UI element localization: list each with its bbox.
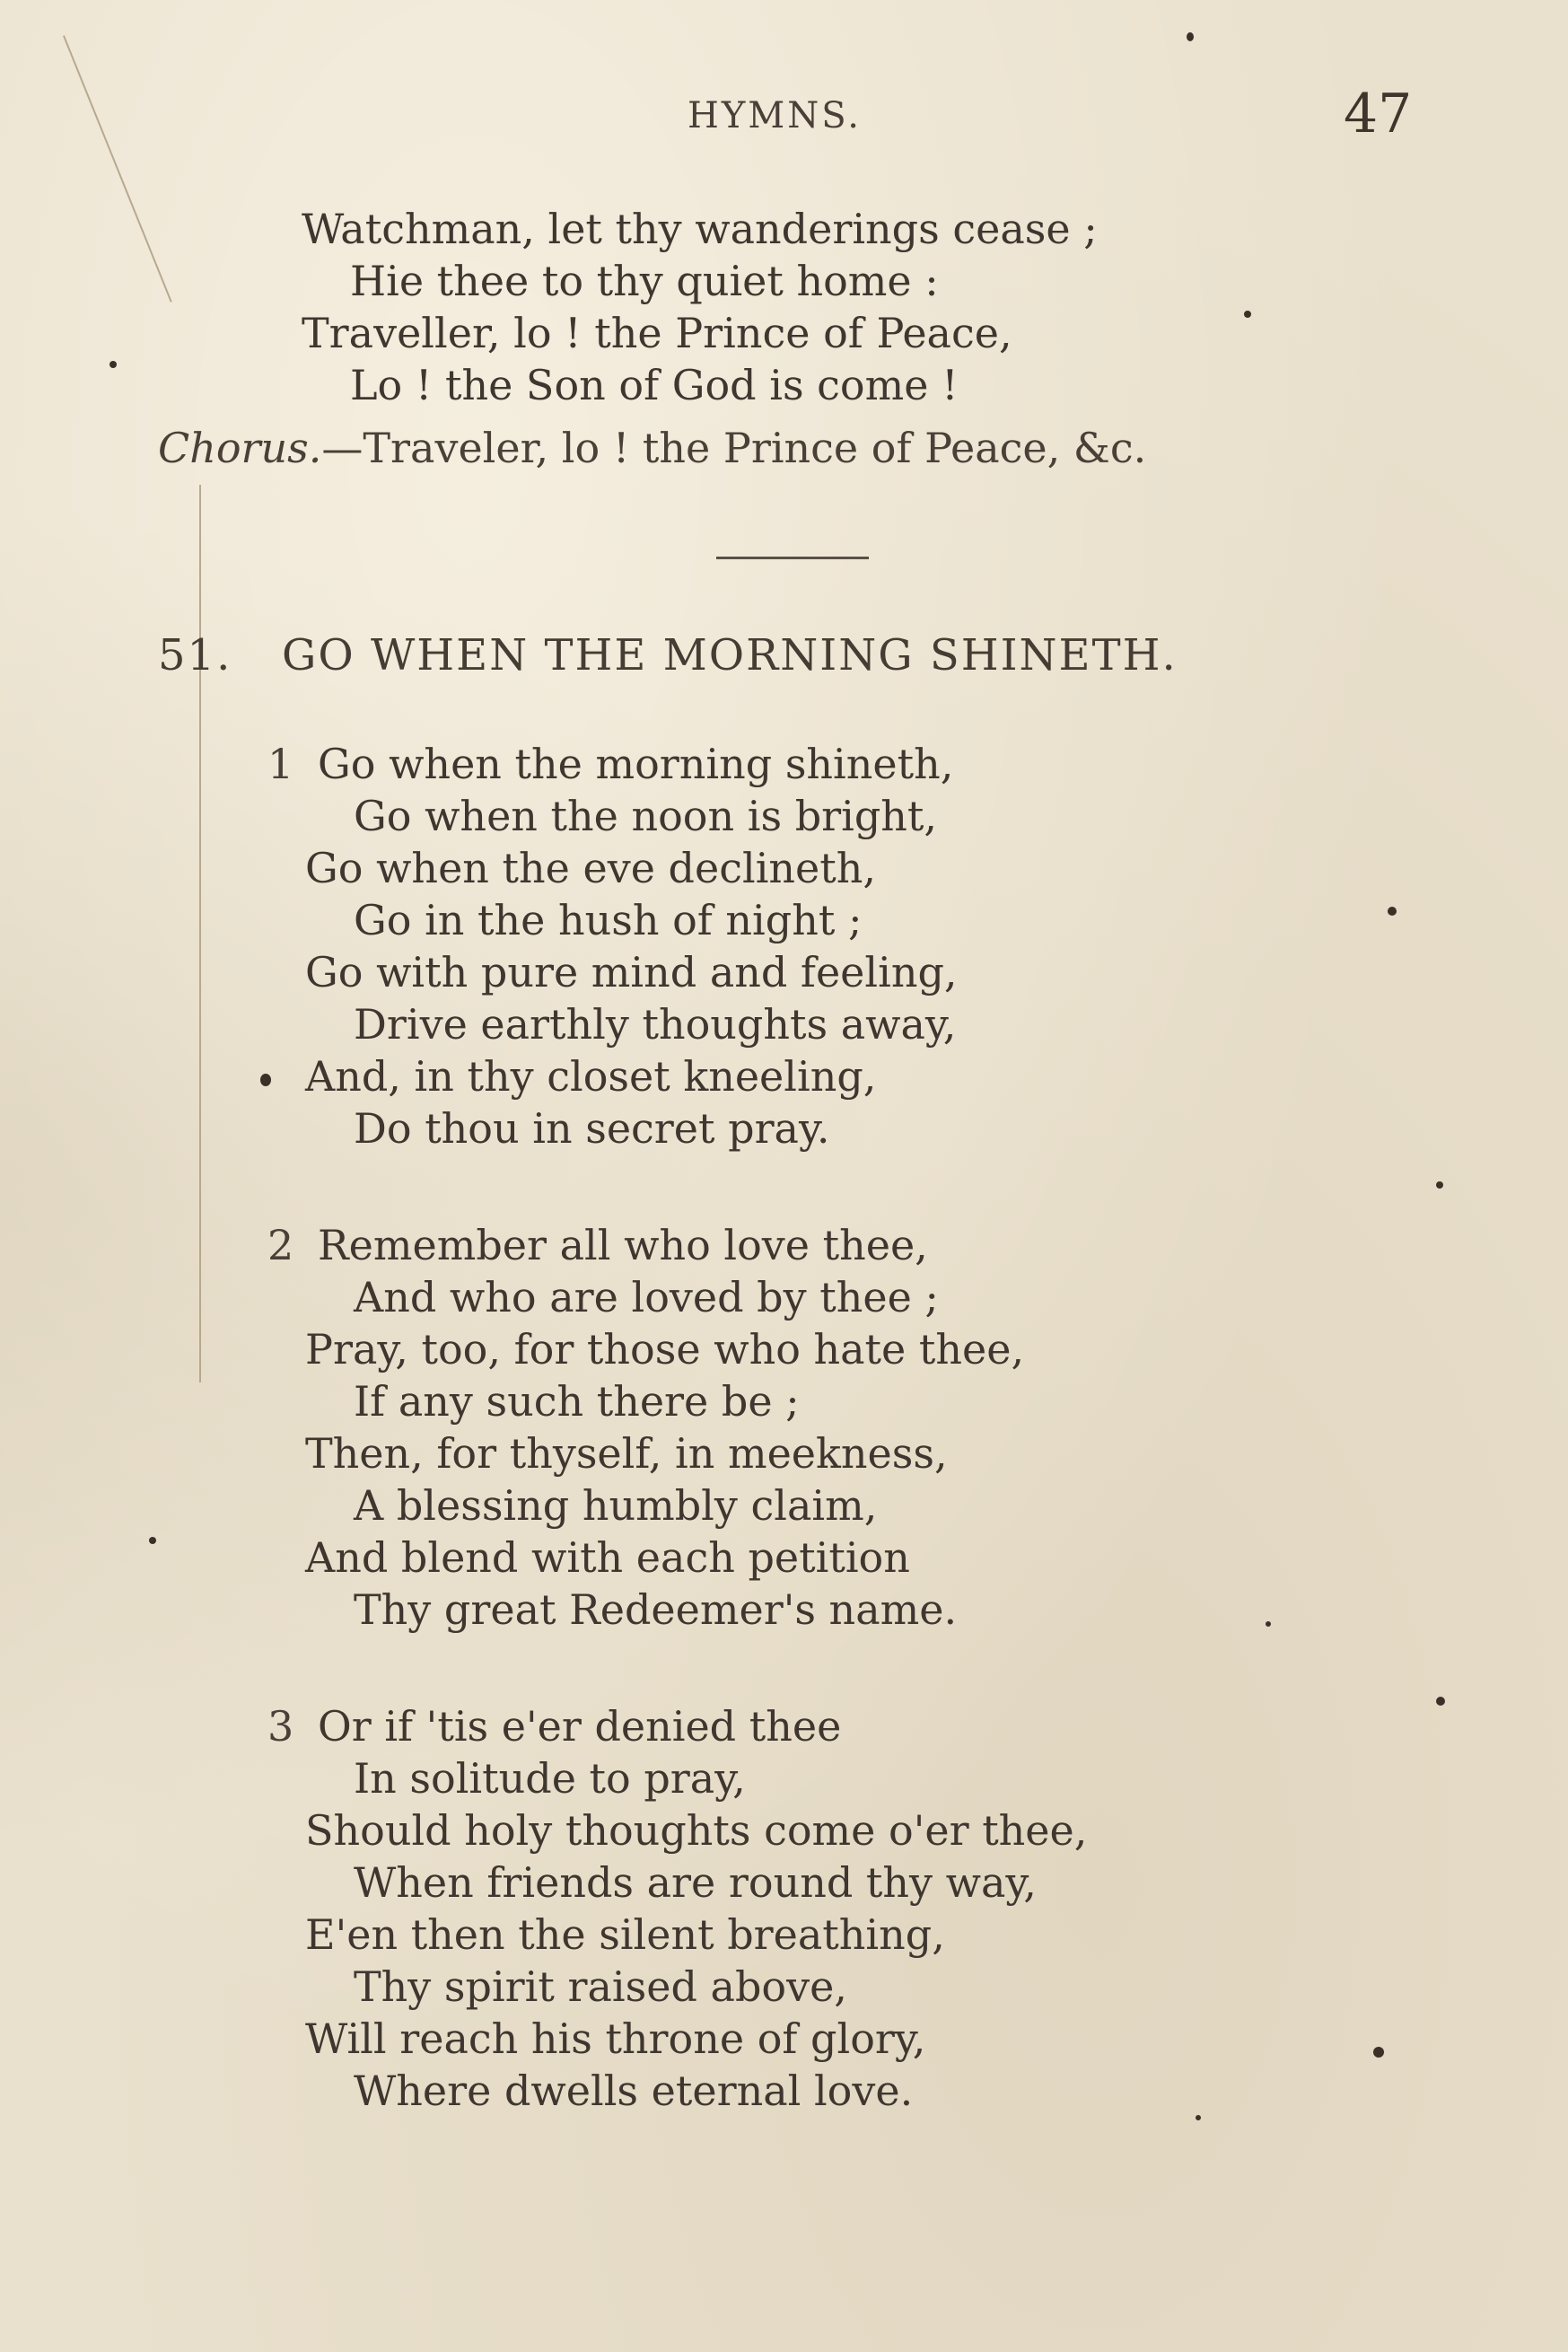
chorus-text: —Traveler, lo ! the Prince of Peace, &c. bbox=[321, 424, 1147, 472]
verse-line: Go when the morning shineth, bbox=[318, 740, 954, 788]
page-number: 47 bbox=[1344, 83, 1413, 145]
hymn-title: GO WHEN THE MORNING SHINETH. bbox=[282, 630, 1178, 680]
verse-1 bbox=[267, 738, 958, 1154]
running-head bbox=[0, 83, 1568, 145]
section-divider bbox=[716, 557, 869, 559]
previous-hymn-stanza bbox=[302, 203, 1098, 411]
verse-line: Drive earthly thoughts away, bbox=[354, 1000, 957, 1049]
verse-number: 2 bbox=[267, 1221, 294, 1269]
stanza-line: Lo ! the Son of God is come ! bbox=[350, 361, 959, 409]
stanza-line: Traveller, lo ! the Prince of Peace, bbox=[302, 309, 1012, 357]
verse-line: And who are loved by thee ; bbox=[354, 1273, 939, 1321]
verse-line: If any such there be ; bbox=[354, 1377, 800, 1426]
hymn-heading bbox=[158, 628, 1178, 682]
stanza-line: Watchman, let thy wanderings cease ; bbox=[302, 205, 1098, 253]
verse-line: Go when the noon is bright, bbox=[354, 792, 938, 840]
verse-line: Remember all who love thee, bbox=[318, 1221, 928, 1269]
verse-3 bbox=[267, 1700, 1088, 2117]
chorus-line bbox=[158, 422, 1146, 474]
top-left-crease bbox=[63, 35, 172, 302]
verse-line: Go when the eve declineth, bbox=[305, 844, 876, 892]
verse-line: Go with pure mind and feeling, bbox=[305, 948, 958, 996]
hymn-number: 51. bbox=[158, 630, 232, 680]
verse-line: E'en then the silent breathing, bbox=[305, 1910, 945, 1959]
verse-line: Where dwells eternal love. bbox=[354, 2067, 914, 2115]
verse-line: And, in thy closet kneeling, bbox=[305, 1052, 877, 1101]
verse-line: Thy spirit raised above, bbox=[354, 1962, 847, 2011]
left-margin-crease bbox=[199, 485, 201, 1382]
verse-line: In solitude to pray, bbox=[354, 1754, 746, 1803]
verse-line: Should holy thoughts come o'er thee, bbox=[305, 1806, 1088, 1855]
stanza-line: Hie thee to thy quiet home : bbox=[350, 257, 939, 305]
verse-number: 3 bbox=[267, 1702, 294, 1751]
verse-line: Thy great Redeemer's name. bbox=[354, 1585, 958, 1634]
verse-line: Will reach his throne of glory, bbox=[305, 2014, 926, 2063]
verse-line: Then, for thyself, in meekness, bbox=[305, 1429, 948, 1478]
verse-number: 1 bbox=[267, 740, 294, 788]
verse-line: And blend with each petition bbox=[305, 1533, 910, 1582]
verse-line: A blessing humbly claim, bbox=[354, 1481, 878, 1530]
verse-line: Do thou in secret pray. bbox=[354, 1104, 830, 1153]
verse-line: Or if 'tis e'er denied thee bbox=[318, 1702, 842, 1751]
verse-line: Pray, too, for those who hate thee, bbox=[305, 1325, 1025, 1373]
verse-2 bbox=[267, 1219, 1025, 1636]
verse-line: When friends are round thy way, bbox=[354, 1858, 1037, 1907]
running-head-title: HYMNS. bbox=[688, 95, 862, 136]
chorus-label: Chorus. bbox=[158, 424, 322, 472]
verse-line: Go in the hush of night ; bbox=[354, 896, 863, 944]
